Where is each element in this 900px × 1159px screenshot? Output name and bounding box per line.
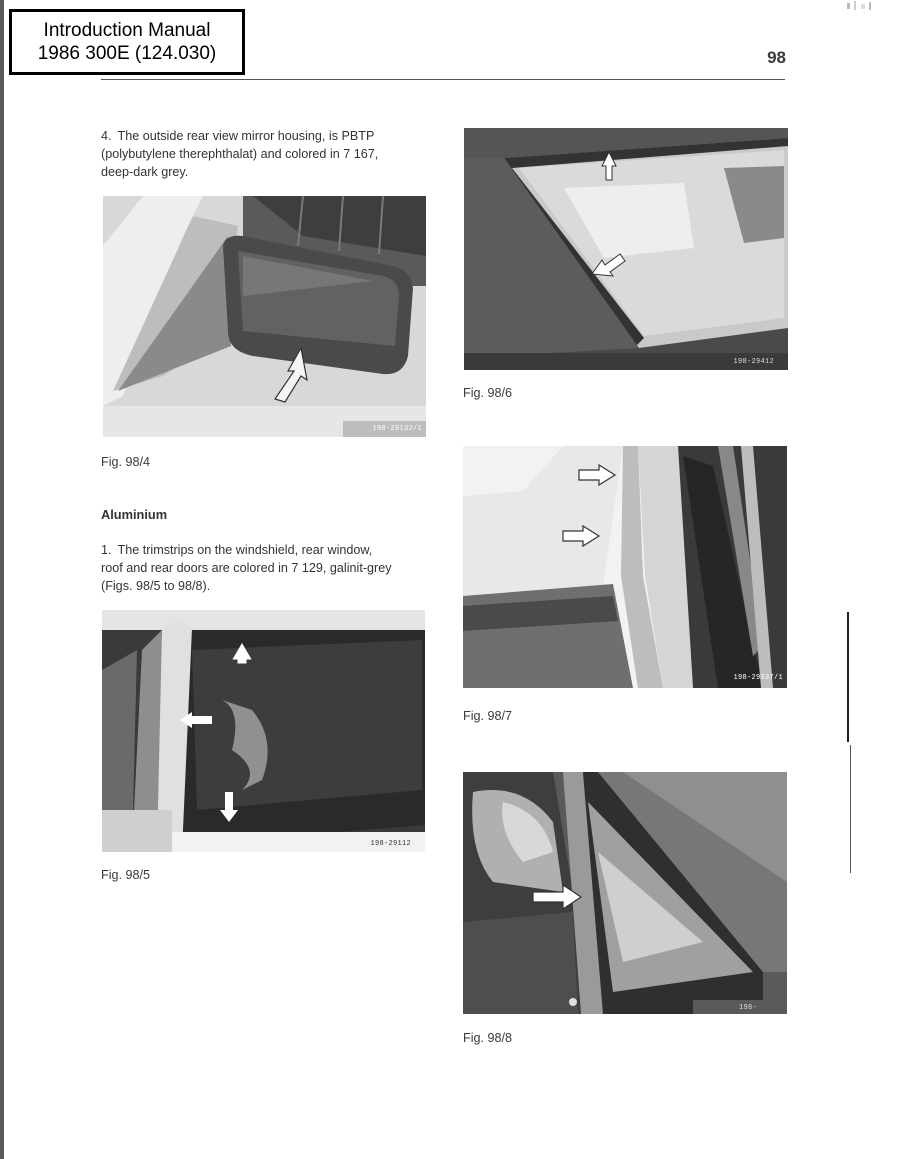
figure-98-5-windshield-photo (102, 610, 425, 852)
paragraph-line: deep-dark grey. (101, 165, 189, 179)
figure-98-6-rear-window-photo (464, 128, 788, 370)
paragraph-line: The trimstrips on the windshield, rear window, (117, 543, 373, 557)
manual-title: Introduction Manual (43, 20, 211, 41)
paragraph-line: (Figs. 98/5 to 98/8). (101, 579, 211, 593)
paragraph-number: 4. (101, 129, 112, 143)
figure-98-8-rear-door-photo (463, 772, 787, 1014)
figure-98-7-caption: Fig. 98/7 (463, 709, 513, 723)
photo-code: 198-29132/1 (372, 425, 422, 433)
scan-page-edge (0, 0, 4, 1159)
paragraph-line: (polybutylene therephthalat) and colored in 7 167, (101, 147, 379, 161)
paragraph-line: roof and rear doors are colored in 7 129, galinit-grey (101, 561, 392, 575)
figure-98-7-roof-pillar-photo (463, 446, 787, 688)
scan-artifact-line (847, 612, 849, 742)
figure-98-5-caption: Fig. 98/5 (101, 868, 151, 882)
photo-code: 198-29112 (370, 840, 411, 848)
figure-98-6-caption: Fig. 98/6 (463, 386, 513, 400)
page-number: 98 (767, 48, 786, 67)
photo-code: 198-29337/1 (733, 674, 783, 682)
paragraph-number: 1. (101, 543, 112, 557)
paragraph-mirror-housing (101, 127, 431, 181)
section-heading-aluminium: Aluminium (101, 507, 168, 522)
photo-code: 198-29412 (733, 358, 774, 366)
photo-code: 198- (738, 1004, 757, 1012)
scan-artifact-line (850, 745, 851, 873)
figure-98-4-mirror-photo (103, 196, 426, 437)
scan-speckle (845, 0, 875, 14)
paragraph-line: The outside rear view mirror housing, is PBTP (117, 129, 375, 143)
header-rule (101, 79, 785, 80)
figure-98-4-caption: Fig. 98/4 (101, 455, 151, 469)
figure-98-8-caption: Fig. 98/8 (463, 1031, 513, 1045)
manual-label-box (9, 9, 245, 75)
paragraph-trimstrips (101, 541, 436, 595)
model-title: 1986 300E (124.030) (37, 43, 217, 64)
